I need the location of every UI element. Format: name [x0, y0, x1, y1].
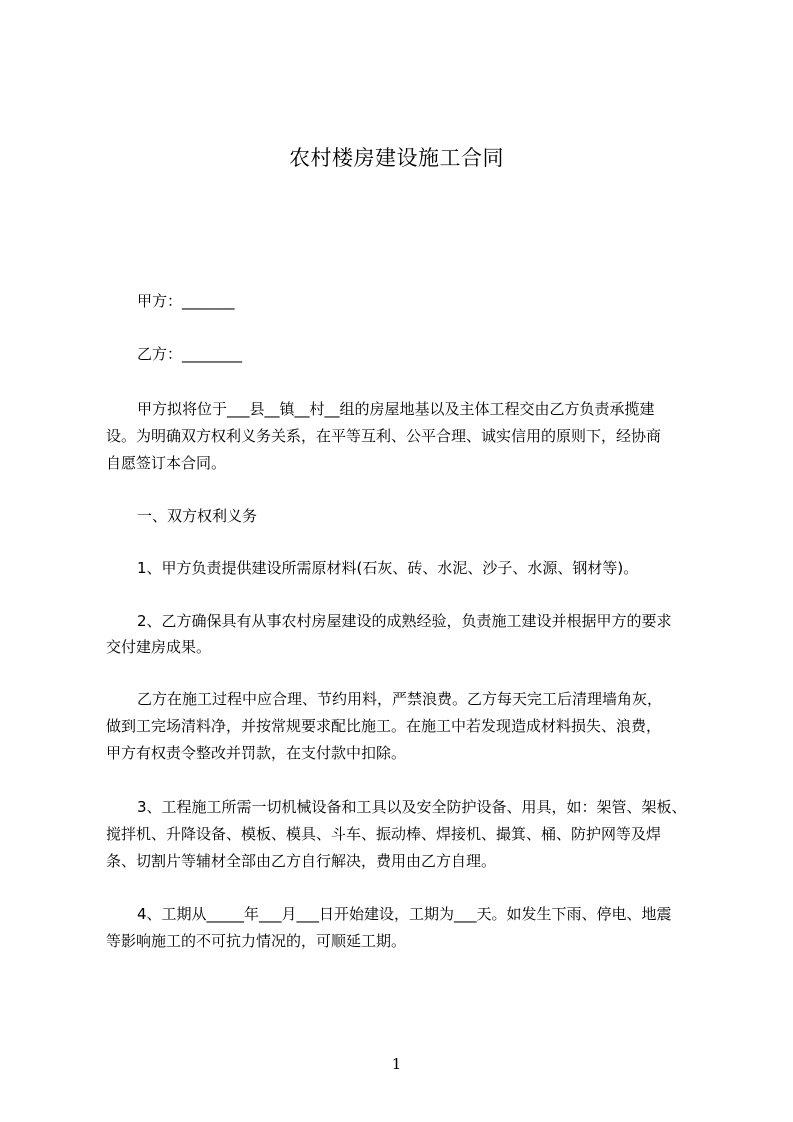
intro-line-1: 甲方拟将位于___县__镇__村__组的房屋地基以及主体工程交由乙方负责承揽建 [137, 400, 655, 418]
intro-line-3: 自愿签订本合同。 [106, 454, 227, 472]
party-a-line: 甲方：_______ [137, 292, 235, 310]
clause-2-line-1: 2、乙方确保具有从事农村房屋建设的成熟经验，负责施工建设并根据甲方的要求 [137, 612, 672, 630]
clause-2-line-2: 交付建房成果。 [106, 638, 212, 656]
section-heading: 一、双方权利义务 [137, 507, 258, 525]
clause-3-line-3: 条、切割片等辅材全部由乙方自行解决，费用由乙方自理。 [106, 852, 497, 870]
clause-2-extra-line-2: 做到工完场清料净，并按常规要求配比施工。在施工中若发现造成材料损失、浪费， [106, 717, 662, 735]
clause-4-line-1: 4、工期从_____年___月___日开始建设，工期为___天。如发生下雨、停电、地震 [137, 905, 672, 923]
clause-3-line-1: 3、工程施工所需一切机械设备和工具以及安全防护设备、用具，如：架管、架板、 [137, 798, 687, 816]
clause-1: 1、甲方负责提供建设所需原材料(石灰、砖、水泥、沙子、水源、钢材等)。 [137, 559, 639, 577]
page-number: 1 [391, 1055, 402, 1073]
clause-2-extra-line-1: 乙方在施工过程中应合理、节约用料，严禁浪费。乙方每天完工后清理墙角灰， [137, 690, 663, 708]
party-b-line: 乙方：________ [137, 345, 243, 363]
document-title: 农村楼房建设施工合同 [289, 146, 504, 170]
clause-3-line-2: 搅拌机、升降设备、模板、模具、斗车、振动棒、焊接机、撮箕、桶、防护网等及焊 [106, 825, 662, 843]
clause-4-line-2: 等影响施工的不可抗力情况的，可顺延工期。 [106, 932, 407, 950]
clause-2-extra-line-3: 甲方有权责令整改并罚款，在支付款中扣除。 [106, 744, 407, 762]
intro-line-2: 设。为明确双方权利义务关系，在平等互利、公平合理、诚实信用的原则下，经协商 [106, 427, 662, 445]
